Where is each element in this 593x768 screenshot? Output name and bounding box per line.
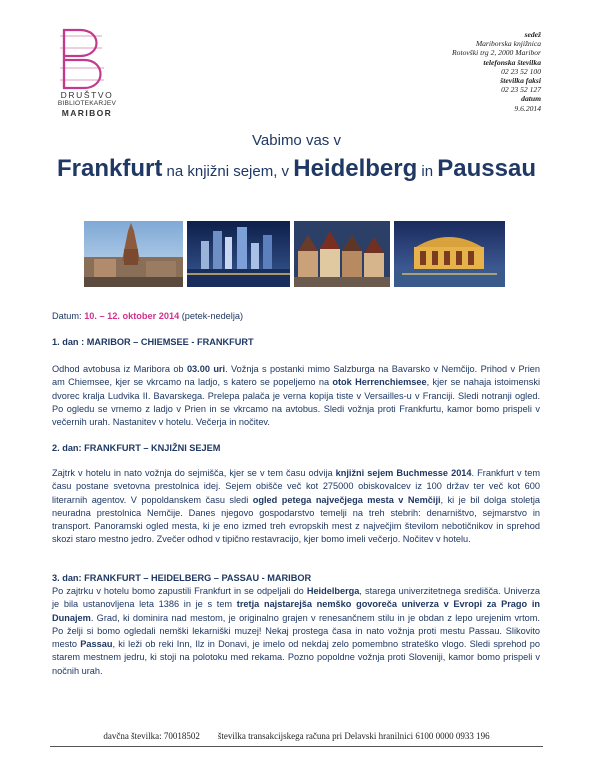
heidelberg-square-photo xyxy=(294,221,390,287)
photo-strip xyxy=(84,221,505,287)
day3-bold-3: Passau xyxy=(80,639,113,650)
seat-line-1: Mariborska knjižnica xyxy=(475,39,541,49)
logo-line-maribor: MARIBOR xyxy=(61,108,113,118)
day3-text-2: , starega univerzitetnega središča. Univerza je bila ustanovljena leta 1386 in je s tem xyxy=(52,586,540,610)
day3-paragraph xyxy=(52,585,540,678)
day3-text-1: Po zajtrku v hotelu bomo zapustili Frankfurt in se odpeljali do xyxy=(52,586,307,596)
day2-bold-1: knjižni sejem Buchmesse 2014 xyxy=(335,468,472,478)
phone-label: telefonska številka xyxy=(483,57,541,67)
invitation-subtitle: Vabimo vas v xyxy=(252,132,341,149)
day1-text-2: . Vožnja s postanki mimo Salzburga na Bavarsko v Nemčijo. Prihod v Prien am Chiemsee, kjer se vkrcamo na ladjo, s katero se popeljemo na xyxy=(52,364,540,388)
date-value: 9.6.2014 xyxy=(514,103,541,113)
db-monogram-icon xyxy=(58,28,108,90)
title-connector-1: na knjižni sejem, v xyxy=(162,163,294,180)
day3-text-4: , ki leži ob reki Inn, Ilz in Donavi, je imelo od nekdaj zelo pomembno strateško vlogo. Sledi sprehod po starem mestnem jedru, ki stoji na polotoku med rekama. Pozno popoldne vožnja proti Sloveniji, kamor bomo prispeli v nočnih urah. xyxy=(52,639,540,676)
logo-line-drustvo: DRUŠTVO xyxy=(60,90,114,100)
day2-text-1: Zajtrk v hotelu in nato vožnja do sejmišča, kjer se v tem času odvija xyxy=(52,468,336,478)
datum-label: Datum: xyxy=(52,311,82,321)
logo-line-bibliotekarjev: BIBLIOTEKARJEV xyxy=(57,100,117,107)
title-city-paussau: Paussau xyxy=(437,155,536,182)
phone-value: 02 23 52 100 xyxy=(501,66,541,76)
day2-bold-2: ogled petega največjega mesta v Nemčiji xyxy=(252,494,441,505)
title-connector-2: in xyxy=(417,163,438,180)
day3-bold-2: tretja najstarejša nemško govoreča univerza v Evropi za Prago in Dunajem xyxy=(52,599,541,623)
datum-note: (petek-nedelja) xyxy=(181,311,244,321)
day2-heading: 2. dan: FRANKFURT – KNJIŽNI SEJEM xyxy=(52,443,221,453)
frankfurt-skyline-photo xyxy=(187,221,290,287)
day2-text-2: . Frankfurt v tem času postane svetovna prestolnica idej. Sejem obišče več kot 275000 obiskovalcev iz 100 držav ter več kot 600 literarnih agentov. V popoldanskem času sledi xyxy=(52,468,540,505)
day2-text-3: , ki je bil dolga stoletja neuradna prestolnica Nemčije. Danes njegovo gospodarstvo temelji na treh stebrih: denarništvo, sejmarstvo in transport. Panoramski ogled mesta, ki je eno izmed treh evropskih mest z največjim številom nebotičnikov in sprehod skozi staro mestno jedro. Zvečer odhod v tipično restavracijo, kjer bomo imeli večerjo. Nočitev v hotelu. xyxy=(52,494,540,545)
title-city-heidelberg: Heidelberg xyxy=(293,155,418,182)
day1-bold-1: 03.00 uri xyxy=(186,364,226,374)
footer-rule xyxy=(50,746,543,747)
date-label: datum xyxy=(521,94,541,104)
day3-heading: 3. dan: FRANKFURT – HEIDELBERG – PASSAU - MARIBOR xyxy=(52,573,312,583)
seat-line-2: Rotovški trg 2, 2000 Maribor xyxy=(452,48,541,58)
datum-value: 10. – 12. oktober 2014 xyxy=(84,311,180,321)
date-line xyxy=(52,310,540,323)
footer-text: davčna številka: 70018502 številka transakcijskega računa pri Delavski hranilnici 6100 0000 0933 196 xyxy=(103,731,490,741)
day1-text-3: , kjer se nahaja istoimenski dvorec kralja Ludvika II. Bavarskega. Prelepa palača je verna kopija tiste v Versailles-u v Franciji. Sledi notranji ogled. Po ogledu se vrnemo z ladjo v Prien in se vkrcamo na avtobus. Sledi vožnja proti Frankfurtu, kamor bomo prispeli v večernih urah. Nastanitev v hotelu. Večerja in nočitev. xyxy=(52,377,540,428)
society-logo xyxy=(52,28,122,116)
invitation-title xyxy=(0,155,593,183)
title-city-frankfurt: Frankfurt xyxy=(57,155,163,182)
day3-text-3: . Grad, ki dominira nad mestom, je originalno grajen v renesančnem stilu in je obdan z lepo urejenim vrtom. Po želji si bomo ogledali nemški lekarniški muzej! Nekaj prostega časa in nato vožnja proti mestu Passau. Slikovito mesto xyxy=(52,612,540,650)
day1-heading: 1. dan : MARIBOR – CHIEMSEE - FRANKFURT xyxy=(52,337,254,347)
fax-value: 02 23 52 127 xyxy=(501,85,541,95)
day3-bold-1: Heidelberga xyxy=(306,586,360,596)
day2-paragraph xyxy=(52,467,540,547)
day1-paragraph xyxy=(52,363,540,429)
illuminated-building-photo xyxy=(394,221,505,287)
frankfurt-cathedral-photo xyxy=(84,221,183,287)
day1-bold-2: otok Herrenchiemsee xyxy=(332,377,427,388)
fax-label: številka faksi xyxy=(500,76,541,86)
day1-text-1: Odhod avtobusa iz Maribora ob xyxy=(52,364,187,374)
seat-label: sedež xyxy=(524,30,541,39)
contact-info xyxy=(371,30,541,113)
